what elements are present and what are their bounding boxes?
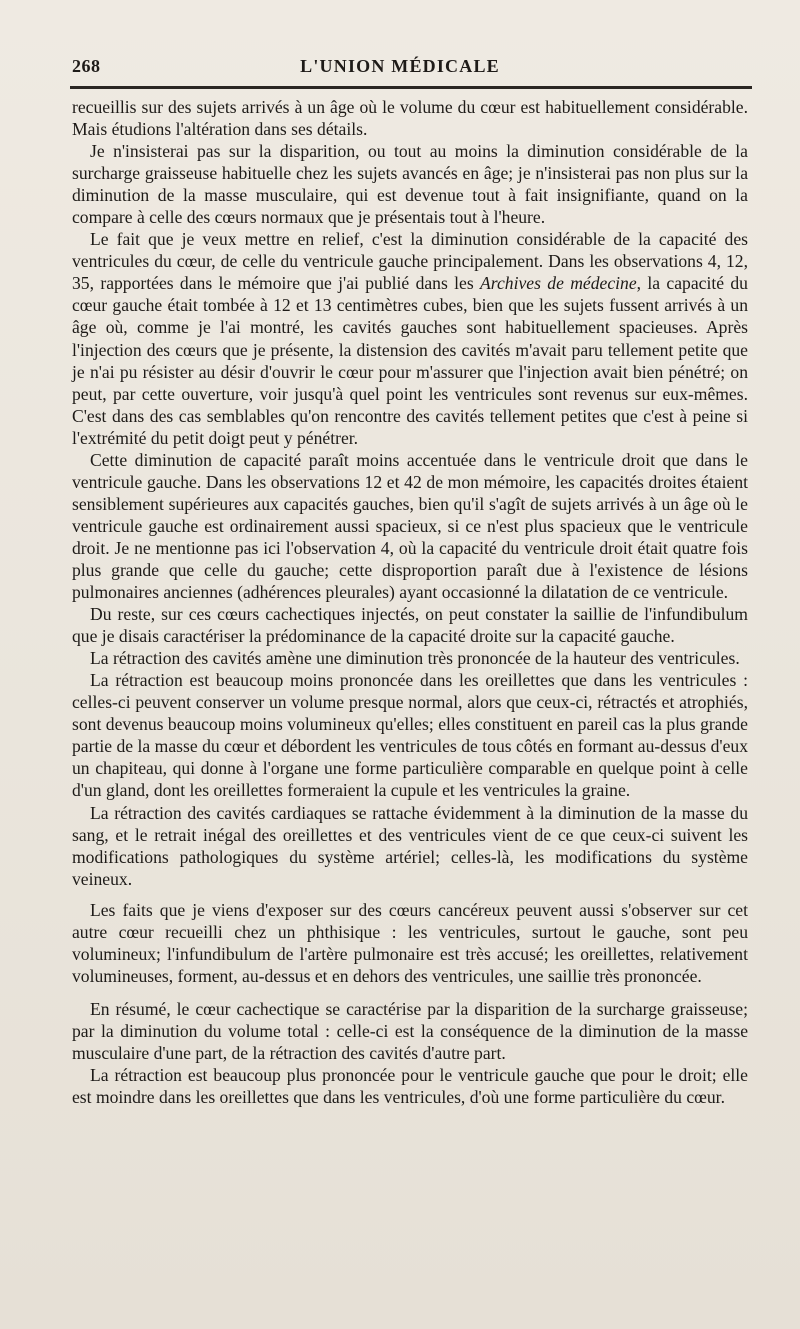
paragraph: Cette diminution de capacité paraît moins accentuée dans le ventricule droit que dans le ventricule gauche. Dans les observations 12 et 42 de mon mémoire, les capacités droites étaient sensiblement supérieures aux capacités gauches, bien qu'il s'agît de sujets arrivés à un âge où le ventricule gauche est ordinairement aussi spacieux, si ce n'est plus spacieux que le ventricule droit. Je ne mentionne pas ici l'observation 4, où la capacité du ventricule droit était quatre fois plus grande que celle du gauche; cette disproportion paraît due à l'existence de lésions pulmonaires anciennes (adhérences pleurales) ayant occasionné la dilatation de ce ventricule. — [72, 449, 748, 603]
paragraph: Les faits que je viens d'exposer sur des cœurs cancéreux peuvent aussi s'observer sur cet autre cœur recueilli chez un phthisique : les ventricules, surtout le gauche, sont peu volumineux; l'infundibulum de l'artère pulmonaire est très accusé; les oreillettes, relativement volumineuses, forment, au-dessus et en dehors des ventricules, une saillie très prononcée. — [72, 899, 748, 986]
journal-title: Archives de médecine — [480, 273, 637, 294]
paragraph: La rétraction des cavités amène une diminution très prononcée de la hauteur des ventricules. — [90, 648, 740, 669]
paragraph: En résumé, le cœur cachectique se caractérise par la disparition de la surcharge graisseuse; par la diminution du volume total : celle-ci est la conséquence de la diminution de la masse musculaire d'une part, de la rétraction des cavités d'autre part. — [72, 998, 748, 1063]
page-number: 268 — [72, 56, 101, 76]
paragraph: La rétraction est beaucoup moins prononcée dans les oreillettes que dans les ventricules : celles-ci peuvent conserver un volume presque normal, alors que ceux-ci, rétractés et atrophiés, sont devenus beaucoup moins volumineux qu'elles; elles constituent en pareil cas la plus grande partie de la masse du cœur et débordent les ventricules de tous côtés en formant au-dessus d'eux un chapiteau, qui donne à l'organe une forme particulière comparable en quelque point à celle d'un gland, dont les oreillettes formeraient la cupule et les ventricules la graine. — [72, 670, 748, 801]
paragraph: Le fait que je veux mettre en relief, c'est la diminution considérable de la capacité des ventricules du cœur, de celle du ventricule gauche principalement. Dans les observations 4, 12, 35, rapportées dans le mémoire que j'ai publié dans les Archives de médecine, la capacité du cœur gauche était tombée à 12 et 13 centimètres cubes, bien que les sujets fussent arrivés à un âge où, comme je l'ai montré, les cavités gauches sont habituellement spacieuses. Après l'injection des cœurs que je présente, la distension des cavités m'avait paru tellement petite que je n'ai pu résister au désir d'ouvrir le cœur pour m'assurer que l'injection avait bien pénétré; on peut, par cette ouverture, voir jusqu'à quel point les ventricules sont revenus sur eux-mêmes. C'est dans des cas semblables qu'on rencontre des cavités tellement petites que c'est à peine si l'extrémité du petit doigt peut y pénétrer. — [72, 229, 748, 448]
header-rule — [70, 86, 752, 89]
paragraph: Je n'insisterai pas sur la disparition, ou tout au moins la diminution considérable de la surcharge graisseuse habituelle chez les sujets avancés en âge; je n'insisterai pas non plus sur la diminution de la masse musculaire, qui est devenue tout à fait insignifiante, quand on la compare à celle des cœurs normaux que je présentais tout à l'heure. — [72, 141, 748, 228]
article-body — [72, 96, 748, 1108]
paragraph: La rétraction est beaucoup plus prononcée pour le ventricule gauche que pour le droit; elle est moindre dans les oreillettes que dans les ventricules, d'où une forme particulière du cœur. — [72, 1065, 748, 1108]
paragraph-continued: recueillis sur des sujets arrivés à un âge où le volume du cœur est habituellement considérable. Mais étudions l'altération dans ses détails. — [72, 97, 748, 140]
paragraph: La rétraction des cavités cardiaques se rattache évidemment à la diminution de la masse du sang, et le retrait inégal des oreillettes et des ventricules vient de ce que ceux-ci suivent les modifications pathologiques du système artériel; celles-là, les modifications du système veineux. — [72, 802, 748, 889]
running-title: L'UNION MÉDICALE — [300, 56, 500, 76]
paragraph: Du reste, sur ces cœurs cachectiques injectés, on peut constater la saillie de l'infundibulum que je disais caractériser la prédominance de la capacité droite sur la capacité gauche. — [72, 604, 748, 647]
